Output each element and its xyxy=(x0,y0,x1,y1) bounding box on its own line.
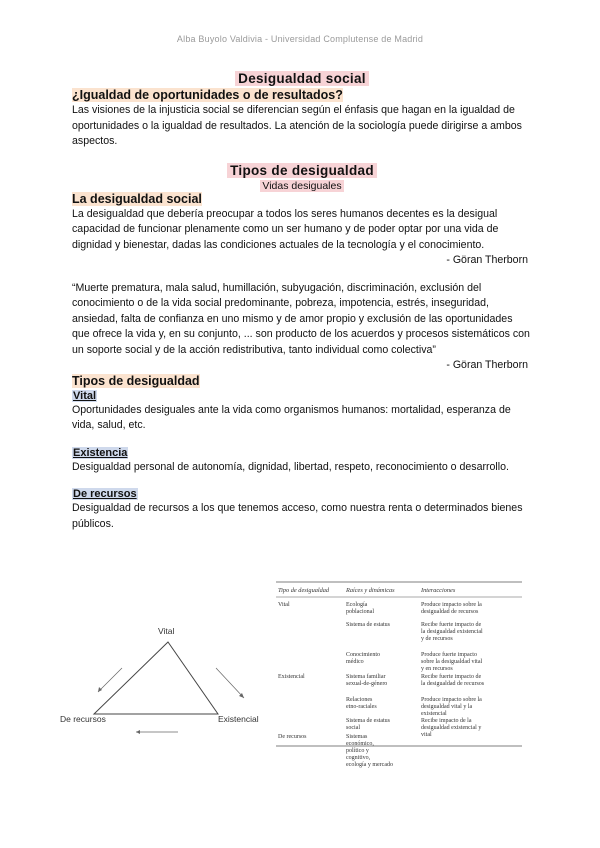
heading-vital: Vital xyxy=(73,389,97,402)
table-cell: Sistema familiar sexual-de-género xyxy=(346,674,388,687)
paragraph-desigualdad-social: La desigualdad que debería preocupar a todos los seres humanos decentes es la desigual capacidad de funcionar plenamente como un ser humano y de poder optar por una vida de dignidad y bienestar, dadas las condiciones actuales de la tecnología y el conocimiento. xyxy=(72,207,499,251)
inequality-table xyxy=(276,580,522,768)
triangle-shape xyxy=(94,642,218,714)
table-cell: Existencial xyxy=(278,674,305,680)
title-tipos-desigualdad: Tipos de desigualdad xyxy=(227,163,377,178)
heading-igualdad: ¿Igualdad de oportunidades o de resultados? xyxy=(72,88,343,102)
heading-recursos: De recursos xyxy=(73,488,137,500)
subtitle-vidas-desiguales: Vidas desiguales xyxy=(262,179,342,192)
diagram-label-vital: Vital xyxy=(158,626,175,636)
table-cell: Produce impacto sobre la desigualdad de recursos xyxy=(421,602,482,615)
document-body xyxy=(72,70,532,532)
paragraph-existencia: Desigualdad personal de autonomía, dignidad, libertad, respeto, reconocimiento o desarrollo. xyxy=(72,460,509,473)
arrow-right xyxy=(216,668,244,698)
heading-desigualdad-social: La desigualdad social xyxy=(72,191,202,206)
title-desigualdad-social: Desigualdad social xyxy=(235,71,369,86)
table-cell: Produce impacto sobre la desigualdad vital y la existencial xyxy=(421,697,482,717)
attribution-therborn-1: - Göran Therborn xyxy=(446,254,528,266)
inequality-triangle-diagram xyxy=(58,620,268,740)
heading-existencia: Existencia xyxy=(73,446,128,459)
attribution-therborn-2: - Göran Therborn xyxy=(446,359,528,371)
table-svg xyxy=(276,580,522,768)
paragraph-igualdad: Las visiones de la injusticia social se diferencian según el énfasis que hagan en la igualdad de oportunidades o la igualdad de resultados. La atención de la sociología puede dirigirse a ambos aspectos. xyxy=(72,104,522,147)
arrow-left xyxy=(98,668,122,692)
diagram-label-recursos: De recursos xyxy=(60,714,106,724)
table-cell: Produce fuerte impacto sobre la desigualdad vital y en recursos xyxy=(421,652,483,672)
arrow-bottom-head xyxy=(136,730,140,734)
table-header-group xyxy=(278,587,456,594)
table-cell: Recibe impacto de la desigualdad existencial y vital xyxy=(421,718,482,738)
diagram-label-existencial: Existencial xyxy=(218,714,259,724)
table-cell: Conocimiento médico xyxy=(346,652,380,665)
table-cell: Ecología poblacional xyxy=(346,602,374,615)
table-cell: De recursos xyxy=(278,734,307,740)
paragraph-recursos: Desigualdad de recursos a los que tenemos acceso, como nuestra renta o determinados bienes públicos. xyxy=(72,502,523,530)
table-cell: Recibe fuerte impacto de la desigualdad de recursos xyxy=(421,674,485,687)
table-header-cell: Raíces y dinámicas xyxy=(346,587,395,594)
table-cell: Vital xyxy=(278,602,290,608)
table-header-cell: Interacciones xyxy=(421,587,456,594)
table-cell: Sistema de estatus social xyxy=(346,718,390,731)
table-header-cell: Tipo de desigualdad xyxy=(278,587,330,594)
paragraph-vital: Oportunidades desiguales ante la vida como organismos humanos: mortalidad, esperanza de vida, salud, etc. xyxy=(72,403,511,431)
table-cell: Sistemas económico, político y cognitivo, ecología y mercado xyxy=(346,734,393,768)
table-cell: Relaciones etno-raciales xyxy=(346,697,377,710)
table-body-group xyxy=(278,602,485,768)
heading-tipos-desigualdad: Tipos de desigualdad xyxy=(72,373,200,388)
arrow-left-head xyxy=(98,687,102,692)
page-header: Alba Buyolo Valdivia - Universidad Complutense de Madrid xyxy=(176,34,424,44)
table-cell: Sistema de estatus xyxy=(346,622,390,628)
table-cell: Recibe fuerte impacto de la desigualdad existencial y de recursos xyxy=(421,622,483,642)
quote-therborn: “Muerte prematura, mala salud, humillación, subyugación, discriminación, exclusión del conocimiento o de la vida social predominante, pobreza, impotencia, estrés, inseguridad, ansiedad, falta de confianza en uno mismo y de amor propio y exclusión de las oportunidades que ofrece la vida y, en su conjunto, ... son producto de los acuerdos y procesos sistemáticos con un soporte social y de la acción redistributiva, tanto individual como colectiva” xyxy=(72,281,530,356)
